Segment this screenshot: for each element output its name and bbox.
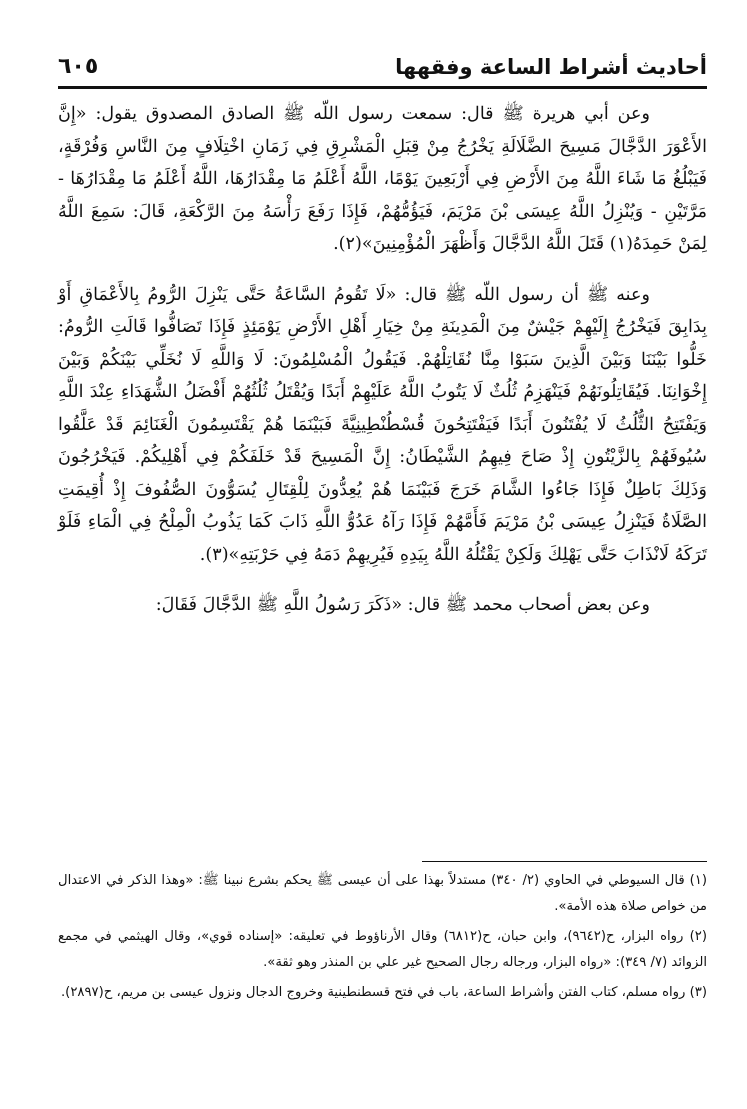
- hadith-paragraph: وعن بعض أصحاب محمد ﷺ قال: «ذَكَرَ رَسُولُ اللَّهِ ﷺ الدَّجَّالَ فَقَالَ:: [155, 595, 650, 615]
- footnote: (١) قال السيوطي في الحاوي (٢/ ٣٤٠) مستدلاً بهذا على أن عيسى ﷺ يحكم بشرع نبينا ﷺ: «وهذا الذكر في الاعتدال من خواص صلاة هذه الأمة».: [58, 873, 708, 914]
- hadith-paragraph: وعن أبي هريرة ﷺ قال: سمعت رسول اللّه ﷺ الصادق المصدوق يقول: «إِنَّ الأَعْوَرَ الدَّجَّالَ مَسِيحَ الضَّلَالَةِ يَخْرُجُ مِنْ قِبَلِ الْمَشْرِقِ فِي زَمَانِ اخْتِلَافٍ مِنَ النَّاسِ وَفُرْقَةٍ، فَيَبْلُغُ مَا شَاءَ اللَّهُ مِنَ الأَرْضِ فِي أَرْبَعِينَ يَوْمًا، اللَّهُ أَعْلَمُ مَا مِقْدَارُهَا، اللَّهُ أَعْلَمُ مَا مِقْدَارُهَا - مَرَّتَيْنِ - وَيُنْزِلُ اللَّهُ عِيسَى بْنَ مَرْيَمَ، فَيَؤُمُّهُمْ، فَإِذَا رَفَعَ رَأْسَهُ مِنَ الرَّكْعَةِ، قَالَ: سَمِعَ اللَّهُ لِمَنْ حَمِدَهُ(١) قَتَلَ اللَّهُ الدَّجَّالَ وَأَظْهَرَ الْمُؤْمِنِينَ»(٢).: [58, 104, 707, 254]
- header-rule: [58, 86, 707, 89]
- hadith-paragraph: وعنه ﷺ أن رسول اللّه ﷺ قال: «لَا تَقُومُ السَّاعَةُ حَتَّى يَنْزِلَ الرُّومُ بِالأَعْمَاقِ أَوْ بِدَابِقَ فَيَخْرُجُ إِلَيْهِمْ جَيْشٌ مِنَ الْمَدِينَةِ مِنْ خِيَارِ أَهْلِ الأَرْضِ يَوْمَئِذٍ فَإِذَا تَصَافُّوا قَالَتِ الرُّومُ: خَلُّوا بَيْنَنَا وَبَيْنَ الَّذِينَ سَبَوْا مِنَّا نُقَاتِلْهُمْ. فَيَقُولُ الْمُسْلِمُونَ: لَا وَاللَّهِ لَا نُخَلِّي بَيْنَكُمْ وَبَيْنَ إِخْوَانِنَا. فَيُقَاتِلُونَهُمْ فَيَنْهَزِمُ ثُلُثٌ لَا يَتُوبُ اللَّهُ عَلَيْهِمْ أَبَدًا وَيُقْتَلُ ثُلُثُهُمْ أَفْضَلُ الشُّهَدَاءِ عِنْدَ اللَّهِ وَيَفْتَتِحُ الثُّلُثُ لَا يُفْتَنُونَ أَبَدًا فَيَفْتَتِحُونَ قُسْطُنْطِينِيَّةَ فَبَيْنَمَا هُمْ يَقْتَسِمُونَ الْغَنَائِمَ قَدْ عَلَّقُوا سُيُوفَهُمْ بِالزَّيْتُونِ إِذْ صَاحَ فِيهِمُ الشَّيْطَانُ: إِنَّ الْمَسِيحَ قَدْ خَلَفَكُمْ فِي أَهْلِيكُمْ. فَيَخْرُجُونَ وَذَلِكَ بَاطِلٌ فَإِذَا جَاءُوا الشَّامَ خَرَجَ فَبَيْنَمَا هُمْ يُعِدُّونَ لِلْقِتَالِ يُسَوُّونَ الصُّفُوفَ إِذْ أُقِيمَتِ الصَّلَاةُ فَيَنْزِلُ عِيسَى بْنُ مَرْيَمَ فَأَمَّهُمْ فَإِذَا رَآهُ عَدُوُّ اللَّهِ ذَابَ كَمَا يَذُوبُ الْمِلْحُ فِي الْمَاءِ فَلَوْ تَرَكَهُ لَانْذَابَ حَتَّى يَهْلِكَ وَلَكِنْ يَقْتُلُهُ اللَّهُ بِيَدِهِ فَيُرِيهِمْ دَمَهُ فِي حَرْبَتِهِ»(٣).: [58, 284, 707, 565]
- running-title: أحاديث أشراط الساعة وفقهها: [395, 55, 707, 79]
- main-text: [58, 98, 707, 636]
- footnote: (٢) رواه البزار، ح(٩٦٤٢)، وابن حبان، ح(٦٨١٢) وقال الأرناؤوط في تعليقه: «إسناده قوي»، وقال الهيثمي في مجمع الزوائد (٧/ ٣٤٩): «رواه البزار، ورجاله رجال الصحيح غير علي بن المنذر وهو ثقة».: [58, 929, 707, 970]
- page-header: [58, 38, 707, 78]
- page-number: ٦٠٥: [58, 54, 99, 79]
- footnotes: [58, 868, 707, 1010]
- footnote-separator: [422, 861, 707, 862]
- footnote: (٣) رواه مسلم، كتاب الفتن وأشراط الساعة، باب في فتح قسطنطينية وخروج الدجال ونزول عيسى بن مريم، ح(٢٨٩٧).: [60, 985, 707, 1000]
